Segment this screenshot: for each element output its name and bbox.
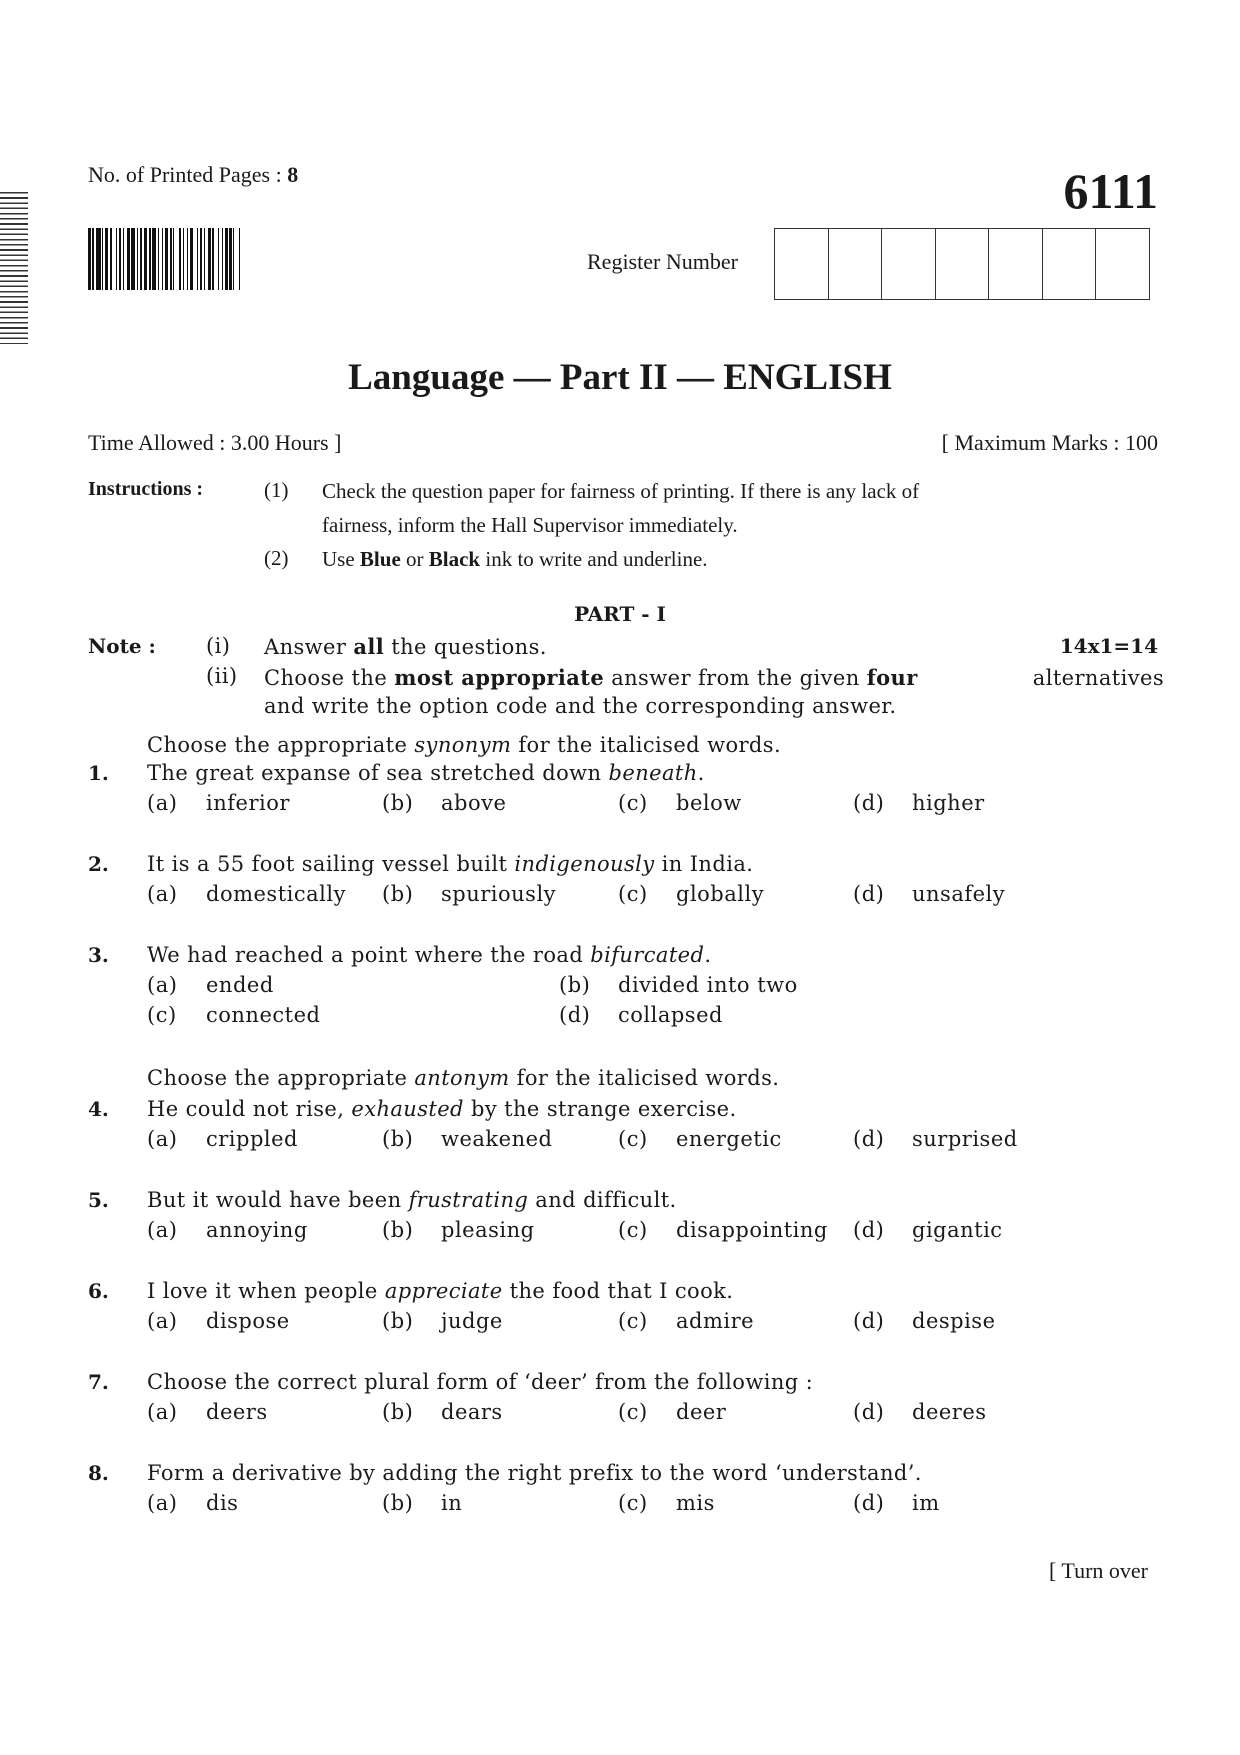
note-text: Answer all the questions. xyxy=(264,634,547,659)
option-label: (d) xyxy=(853,1218,885,1242)
option-text: spuriously xyxy=(441,882,557,906)
option-label: (c) xyxy=(618,1400,648,1424)
question-number: 3. xyxy=(88,943,109,967)
option-label: (d) xyxy=(853,1491,885,1515)
option-label: (d) xyxy=(559,1003,591,1027)
option-text: judge xyxy=(441,1309,503,1333)
option-label: (c) xyxy=(618,1218,648,1242)
margin-binding-lines xyxy=(0,192,28,344)
option-text: admire xyxy=(676,1309,755,1333)
option-text: higher xyxy=(912,791,985,815)
question-text: But it would have been frustrating and difficult. xyxy=(147,1188,677,1212)
instruction-number: (1) xyxy=(264,478,289,502)
option-label: (a) xyxy=(147,1400,178,1424)
register-digit-box[interactable] xyxy=(1096,229,1149,299)
option-text: disappointing xyxy=(676,1218,828,1242)
option-text: ended xyxy=(206,973,274,997)
option-text: above xyxy=(441,791,507,815)
note-number: (ii) xyxy=(206,664,238,688)
option-text: weakened xyxy=(441,1127,553,1151)
instruction-text: Check the question paper for fairness of printing. If there is any lack of fairness, inform the Hall Supervisor immediately. xyxy=(322,479,920,537)
question-text: I love it when people appreciate the food that I cook. xyxy=(147,1279,734,1303)
question-number: 8. xyxy=(88,1461,109,1485)
option-text: dispose xyxy=(206,1309,290,1333)
option-text: below xyxy=(676,791,742,815)
part-marks: 14x1=14 xyxy=(1059,634,1158,658)
question-text: He could not rise, exhausted by the strange exercise. xyxy=(147,1097,737,1121)
option-label: (a) xyxy=(147,1218,178,1242)
option-label: (b) xyxy=(382,1218,414,1242)
instruction-number: (2) xyxy=(264,546,289,570)
option-label: (a) xyxy=(147,791,178,815)
option-text: dis xyxy=(206,1491,239,1515)
note-text: Choose the most appropriate answer from the given four alternatives and write the option code and the corresponding answer. xyxy=(264,665,1164,718)
option-text: domestically xyxy=(206,882,346,906)
question-text: It is a 55 foot sailing vessel built indigenously in India. xyxy=(147,852,754,876)
option-text: inferior xyxy=(206,791,290,815)
option-label: (b) xyxy=(382,791,414,815)
option-text: gigantic xyxy=(912,1218,1003,1242)
barcode xyxy=(88,228,292,290)
option-label: (a) xyxy=(147,1127,178,1151)
register-digit-box[interactable] xyxy=(936,229,990,299)
option-label: (b) xyxy=(382,1400,414,1424)
part-heading: PART - I xyxy=(574,602,666,626)
option-text: divided into two xyxy=(618,973,798,997)
register-digit-box[interactable] xyxy=(882,229,936,299)
question-text: Form a derivative by adding the right prefix to the word ‘understand’. xyxy=(147,1461,922,1485)
instructions-heading: Instructions : xyxy=(88,478,204,500)
question-number: 7. xyxy=(88,1370,109,1394)
question-number: 5. xyxy=(88,1188,109,1212)
option-text: collapsed xyxy=(618,1003,723,1027)
option-label: (c) xyxy=(618,882,648,906)
note-label: Note : xyxy=(88,634,156,658)
register-digit-box[interactable] xyxy=(775,229,829,299)
option-text: deer xyxy=(676,1400,727,1424)
option-text: energetic xyxy=(676,1127,782,1151)
register-number-label: Register Number xyxy=(587,249,738,274)
question-number: 6. xyxy=(88,1279,109,1303)
option-label: (b) xyxy=(382,1491,414,1515)
option-text: deers xyxy=(206,1400,268,1424)
printed-pages: No. of Printed Pages : 8 xyxy=(88,162,299,187)
time-allowed: Time Allowed : 3.00 Hours ] xyxy=(88,430,342,455)
option-text: unsafely xyxy=(912,882,1006,906)
option-text: pleasing xyxy=(441,1218,535,1242)
option-label: (b) xyxy=(559,973,591,997)
option-label: (b) xyxy=(382,1127,414,1151)
option-label: (d) xyxy=(853,1127,885,1151)
option-label: (d) xyxy=(853,1400,885,1424)
option-label: (c) xyxy=(618,1127,648,1151)
option-text: connected xyxy=(206,1003,321,1027)
option-label: (b) xyxy=(382,1309,414,1333)
option-text: crippled xyxy=(206,1127,298,1151)
option-text: globally xyxy=(676,882,765,906)
register-number-boxes xyxy=(774,228,1150,300)
paper-code: 6111 xyxy=(1063,163,1158,219)
option-label: (a) xyxy=(147,1309,178,1333)
option-text: mis xyxy=(676,1491,715,1515)
option-label: (d) xyxy=(853,791,885,815)
option-label: (c) xyxy=(618,791,648,815)
option-label: (d) xyxy=(853,1309,885,1333)
question-text: Choose the correct plural form of ‘deer’ from the following : xyxy=(147,1370,814,1394)
option-label: (a) xyxy=(147,973,178,997)
maximum-marks: [ Maximum Marks : 100 xyxy=(941,430,1158,455)
paper-title: Language — Part II — ENGLISH xyxy=(348,357,892,398)
option-label: (c) xyxy=(618,1491,648,1515)
question-number: 4. xyxy=(88,1097,109,1121)
option-label: (a) xyxy=(147,882,178,906)
register-digit-box[interactable] xyxy=(989,229,1043,299)
register-digit-box[interactable] xyxy=(1043,229,1097,299)
note-number: (i) xyxy=(206,634,231,658)
option-text: deeres xyxy=(912,1400,987,1424)
question-text: We had reached a point where the road bifurcated. xyxy=(147,943,712,967)
option-label: (c) xyxy=(618,1309,648,1333)
option-label: (c) xyxy=(147,1003,177,1027)
option-text: annoying xyxy=(206,1218,308,1242)
question-number: 1. xyxy=(88,761,109,785)
section-antonym-heading: Choose the appropriate antonym for the italicised words. xyxy=(147,1066,780,1090)
option-label: (b) xyxy=(382,882,414,906)
question-text: The great expanse of sea stretched down beneath. xyxy=(147,761,705,785)
instruction-text: Use Blue or Black ink to write and underline. xyxy=(322,547,708,571)
option-text: im xyxy=(912,1491,940,1515)
option-text: despise xyxy=(912,1309,996,1333)
register-digit-box[interactable] xyxy=(829,229,883,299)
option-label: (a) xyxy=(147,1491,178,1515)
option-text: surprised xyxy=(912,1127,1018,1151)
option-label: (d) xyxy=(853,882,885,906)
section-synonym-heading: Choose the appropriate synonym for the italicised words. xyxy=(147,733,782,757)
turn-over: [ Turn over xyxy=(1048,1558,1148,1583)
question-number: 2. xyxy=(88,852,109,876)
option-text: in xyxy=(441,1491,463,1515)
option-text: dears xyxy=(441,1400,503,1424)
